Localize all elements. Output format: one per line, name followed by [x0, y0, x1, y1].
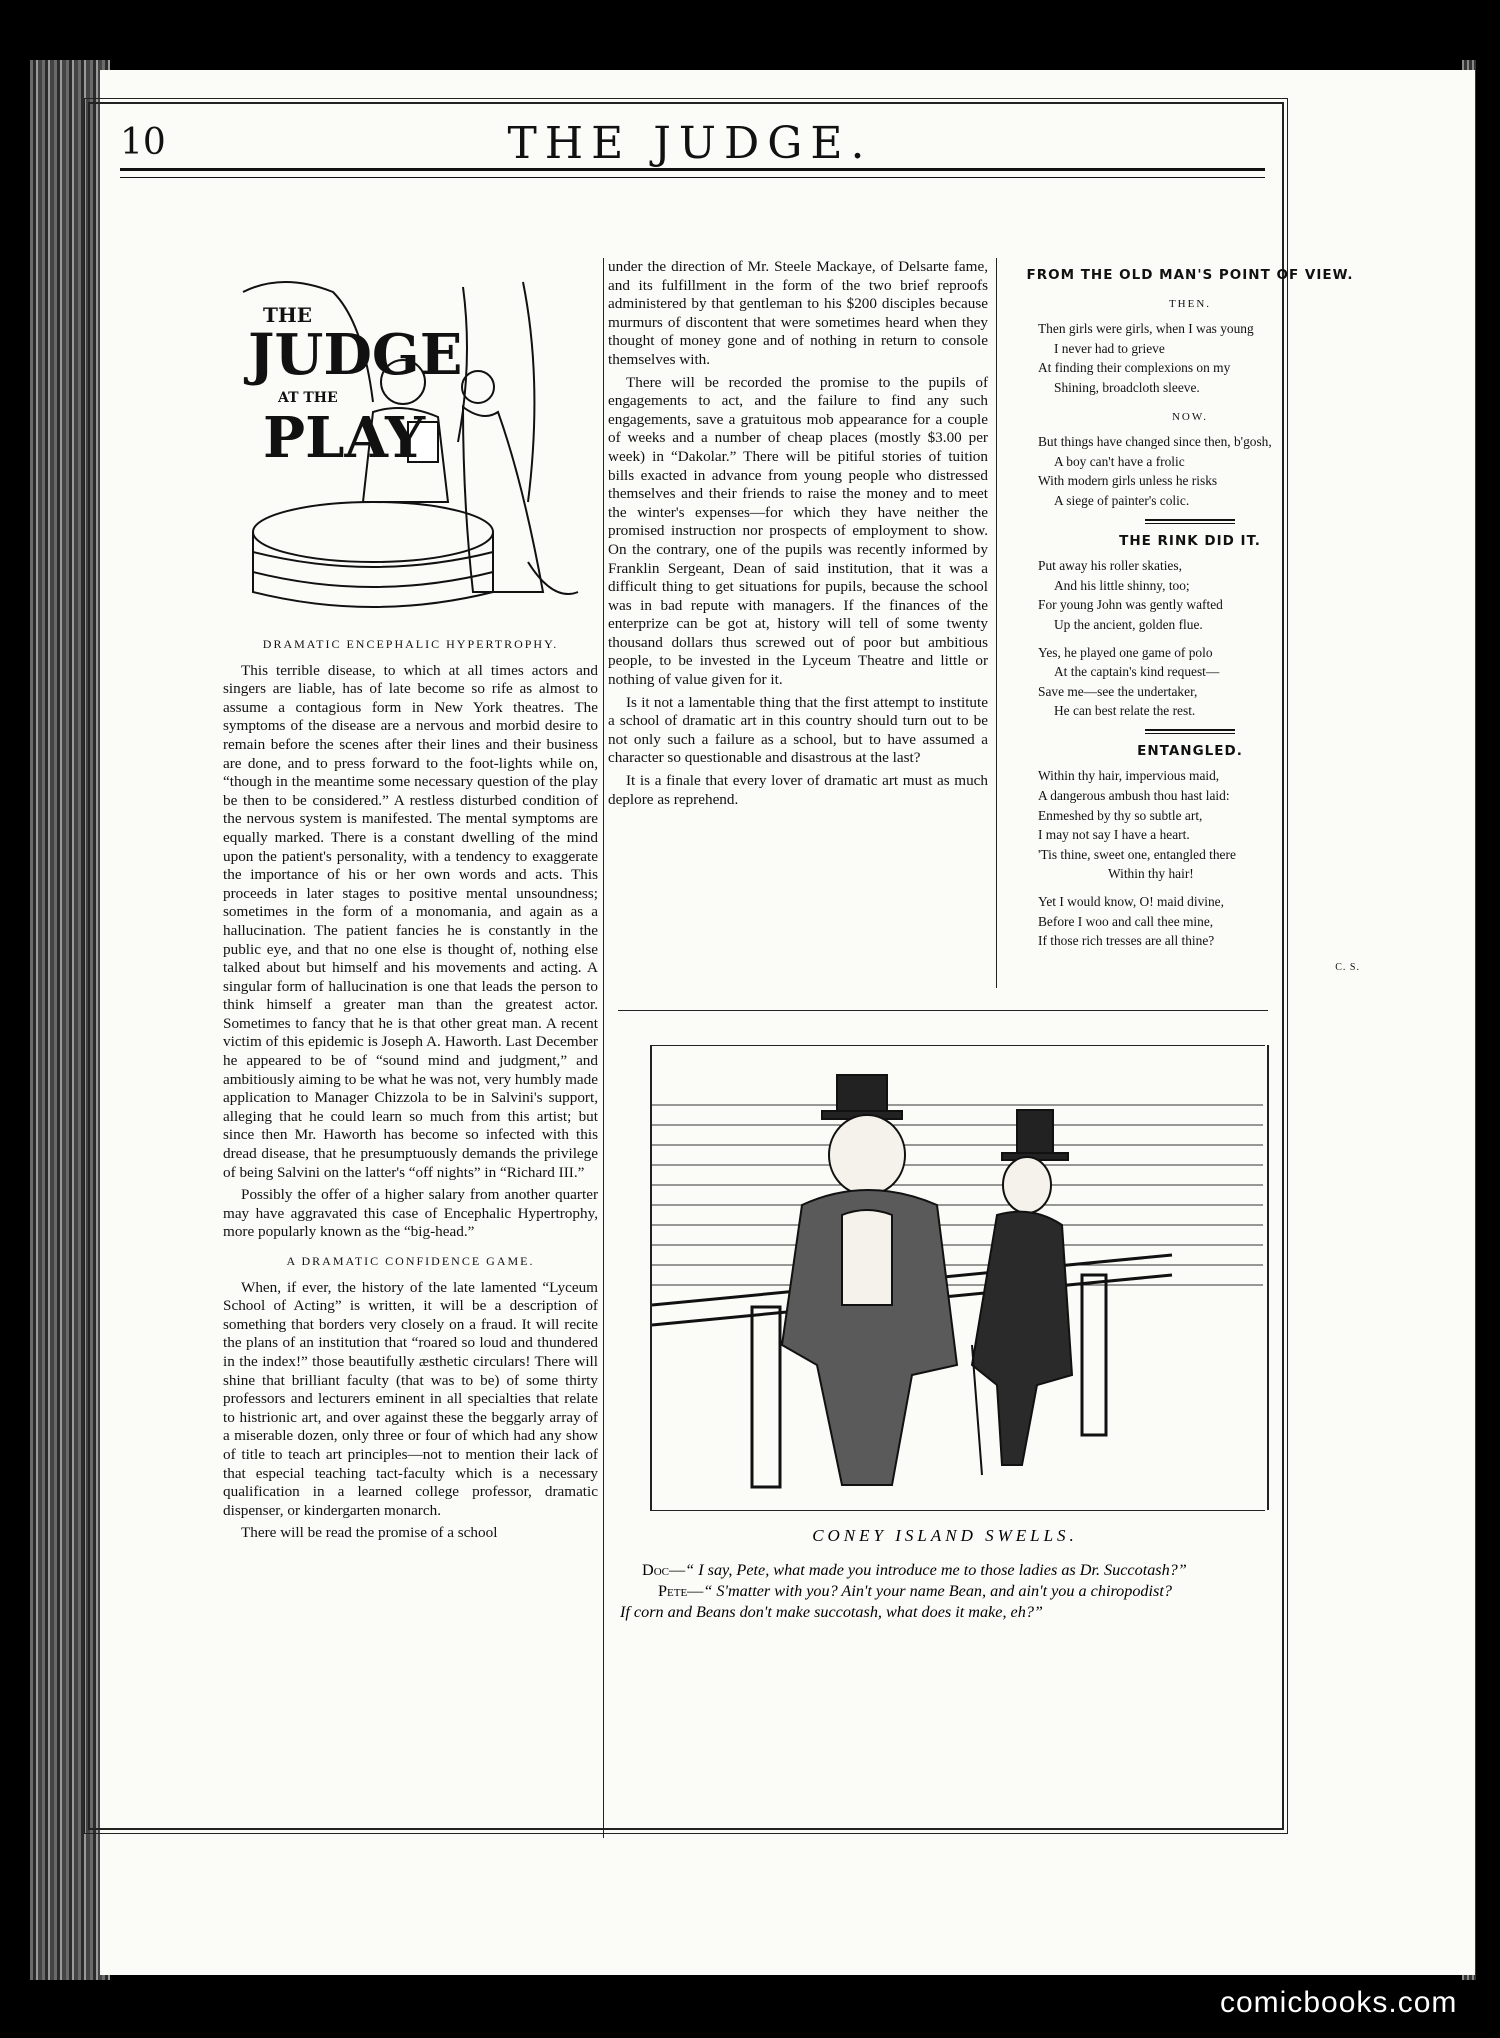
caption-line: [620, 1602, 1300, 1623]
paragraph: under the direction of Mr. Steele Mackaye, of Delsarte fame, and its fulfillment in the form of the two brief reproofs administered by that gentleman to his $200 disciples because murmurs of discontent that were sometimes heard when they thought of money gone and of nothing in return to console themselves with.: [608, 258, 988, 368]
cartoon-title: CONEY ISLAND SWELLS.: [812, 1526, 1078, 1545]
poem-line: If those rich tresses are all thine?: [1038, 933, 1215, 949]
poem-divider: [1145, 519, 1235, 524]
poem-line: At finding their complexions on my: [1038, 360, 1231, 376]
section-rule: [618, 1010, 1268, 1011]
poem-divider: [1145, 729, 1235, 734]
poem-part-label: NOW.: [1171, 410, 1208, 423]
poem-line: Then girls were girls, when I was young: [1038, 321, 1254, 337]
paragraph: It is a finale that every lover of dramatic art must as much deplore as reprehend.: [608, 772, 988, 808]
poem-line: And his little shinny, too;: [1054, 577, 1190, 593]
cartoon-caption: [620, 1560, 1300, 1623]
svg-text:THE: THE: [263, 303, 313, 327]
coney-island-cartoon: [650, 1045, 1269, 1510]
poem-line: Within thy hair!: [1108, 866, 1194, 882]
speaker-name: Doc—: [642, 1561, 686, 1579]
paragraph: When, if ever, the history of the late lamented “Lyceum School of Acting” is written, it will be a description of something that borders very closely on a fraud. It will recite the plans of an institution that “roared so loud and thundered in the index!” those beautifully æsthetic circulars! There will shine that brilliant faculty (that was to be) of some thirty professors and lecturers eminent in all specialties that relate to histrionic art, and over against these the beggarly array of a miserable dozen, only three or four of which had any show of title to teach art principles—not to mention their lack of that especial teaching tact-faculty which is a necessary qualification in a learned college professor, dramatic dispenser, or kindergarten monarch.: [223, 1278, 598, 1519]
poem-line: A boy can't have a frolic: [1054, 453, 1185, 469]
poem-title: FROM THE OLD MAN'S POINT OF VIEW.: [1026, 267, 1354, 283]
poem-line: I never had to grieve: [1054, 340, 1165, 356]
paragraph: This terrible disease, to which at all times actors and singers are liable, has of late become so rife as almost to assume a contagious form in New York theatres. The symptoms of the disease are a nervous and morbid desire to remain before the scenes after their lines and their business are done, and to press forward to the foot-lights while on, “though in the meantime some necessary question of the play be then to be considered.” A restless disturbed condition of the nervous system is manifested. The mental symptoms are equally marked. There is a constant dwelling of the mind upon the patient's personality, with a tendency to exaggerate the importance of his or her own words and acts. This proceeds in later stages to positive mental unsoundness; sometimes in the form of a monomania, and again as a hallucination. The patient fancies he is constantly in the public eye, and that no one else is thought of, nothing else talked about but himself and his movements and acting. A singular form of hallucination is one that leads the person to think himself a greater man than the greatest actor. Sometimes to fancy that he is that other great man. A recent victim of this epidemic is Joseph A. Haworth. Last December he appeared to be of “sound mind and judgment,” and ambitiously aiming to be what he was not, very humbly made application to Manager Chizzola to be in Salvini's support, alleging that he could learn so much from this artist; but since then Mr. Haworth has become so infected with this dread disease, that he presumptuously demands the privilege of being Salvini on the latter's “off nights” in “Richard III.”: [223, 661, 598, 1181]
poem-line: But things have changed since then, b'gosh,: [1038, 434, 1272, 450]
judge-at-play-drawing: [223, 262, 593, 617]
poem-stanza: [1038, 556, 1370, 634]
paragraph: Is it not a lamentable thing that the first attempt to institute a school of dramatic art in this country should turn out to be not only such a failure as a school, but to have assumed a character so questionable and disastrous at the last?: [608, 693, 988, 767]
poem-line: Yet I would know, O! maid divine,: [1038, 894, 1224, 910]
caption-line: [620, 1560, 1300, 1581]
judge-at-play-illustration: [223, 262, 593, 617]
poem-line: Before I woo and call thee mine,: [1038, 913, 1214, 929]
dialogue: “ I say, Pete, what made you introduce me to those ladies as Dr. Succotash?”: [685, 1561, 1187, 1579]
poem-signature: C. S.: [1335, 961, 1360, 973]
masthead-title: THE JUDGE.: [507, 118, 873, 169]
poem-line: Up the ancient, golden flue.: [1054, 616, 1203, 632]
cartoon-bottom-rule: [650, 1510, 1265, 1511]
poem-line: A dangerous ambush thou hast laid:: [1038, 788, 1230, 804]
speaker-name: Pete—: [658, 1582, 704, 1600]
column-1: [223, 625, 598, 1547]
poem-stanza: [1038, 892, 1370, 951]
section-heading-confidence-game: A DRAMATIC CONFIDENCE GAME.: [286, 1254, 535, 1268]
poem-title: THE RINK DID IT.: [1119, 532, 1261, 549]
site-watermark: comicbooks.com: [1220, 1986, 1458, 2019]
poem-stanza: [1038, 432, 1370, 510]
poem-line: Put away his roller skaties,: [1038, 558, 1182, 574]
paragraph: Possibly the offer of a higher salary from another quarter may have aggravated this case of Encephalic Hypertrophy, more popularly known as the “big-head.”: [223, 1186, 598, 1241]
svg-text:AT THE: AT THE: [278, 390, 338, 406]
poem-title: ENTANGLED.: [1137, 742, 1243, 759]
poem-line: For young John was gently wafted: [1038, 597, 1223, 613]
header-rule: [120, 168, 1265, 178]
column-2: [608, 258, 988, 813]
poem-line: Shining, broadcloth sleeve.: [1054, 379, 1200, 395]
poem-line: Within thy hair, impervious maid,: [1038, 768, 1220, 784]
coney-island-drawing: [652, 1045, 1263, 1510]
column-rule: [996, 258, 997, 988]
poem-stanza: [1038, 643, 1370, 721]
svg-text:PLAY: PLAY: [263, 405, 426, 471]
poem-line: He can best relate the rest.: [1054, 703, 1196, 719]
dialogue: If corn and Beans don't make succotash, what does it make, eh?”: [620, 1603, 1043, 1621]
page-number: 10: [120, 122, 166, 163]
cartoon-top-rule: [650, 1045, 1265, 1046]
poem-line: Yes, he played one game of polo: [1038, 644, 1213, 660]
poem-line: At the captain's kind request—: [1054, 664, 1220, 680]
caption-line: [620, 1581, 1300, 1602]
svg-text:JUDGE: JUDGE: [248, 322, 463, 388]
paragraph: There will be recorded the promise to the pupils of engagements to act, and the failure to find any such engagements, save a gratuitous mob appearance for a couple of weeks and a number of cheap places (mostly $3.00 per week) in “Dakolar.” There will be pitiful stories of tuition bills exacted in advance from young people who distressed themselves and their friends to raise the money and to meet the winter's expenses—for which they have neither the promised instruction nor prospects of employment to show. On the contrary, one of the pupils was recently informed by Franklin Sergeant, Dean of said institution, that it was a difficult thing to get situations for pupils, because the school was in bad repute with managers. If the finances of the enterprize can be got at, history will tell of some twenty thousand dollars thus screwed out of poor but ambitious people, to be invested in the Lyceum Theatre and little or nothing of value given for it.: [608, 373, 988, 689]
column-3-poems: [1010, 258, 1370, 977]
poem-stanza: [1038, 319, 1370, 397]
poem-line: Save me—see the undertaker,: [1038, 683, 1198, 699]
column-rule: [603, 258, 604, 1838]
section-heading-hypertrophy: DRAMATIC ENCEPHALIC HYPERTROPHY.: [262, 637, 559, 651]
poem-line: I may not say I have a heart.: [1038, 827, 1190, 843]
poem-stanza: [1038, 766, 1370, 884]
poem-part-label: THEN.: [1168, 297, 1212, 310]
poem-line: With modern girls unless he risks: [1038, 473, 1218, 489]
poem-line: A siege of painter's colic.: [1054, 492, 1190, 508]
paragraph: There will be read the promise of a school: [241, 1524, 498, 1542]
dialogue: “ S'matter with you? Ain't your name Bean, and ain't you a chiropodist?: [703, 1582, 1172, 1600]
poem-line: Enmeshed by thy so subtle art,: [1038, 807, 1203, 823]
poem-line: 'Tis thine, sweet one, entangled there: [1038, 846, 1236, 862]
